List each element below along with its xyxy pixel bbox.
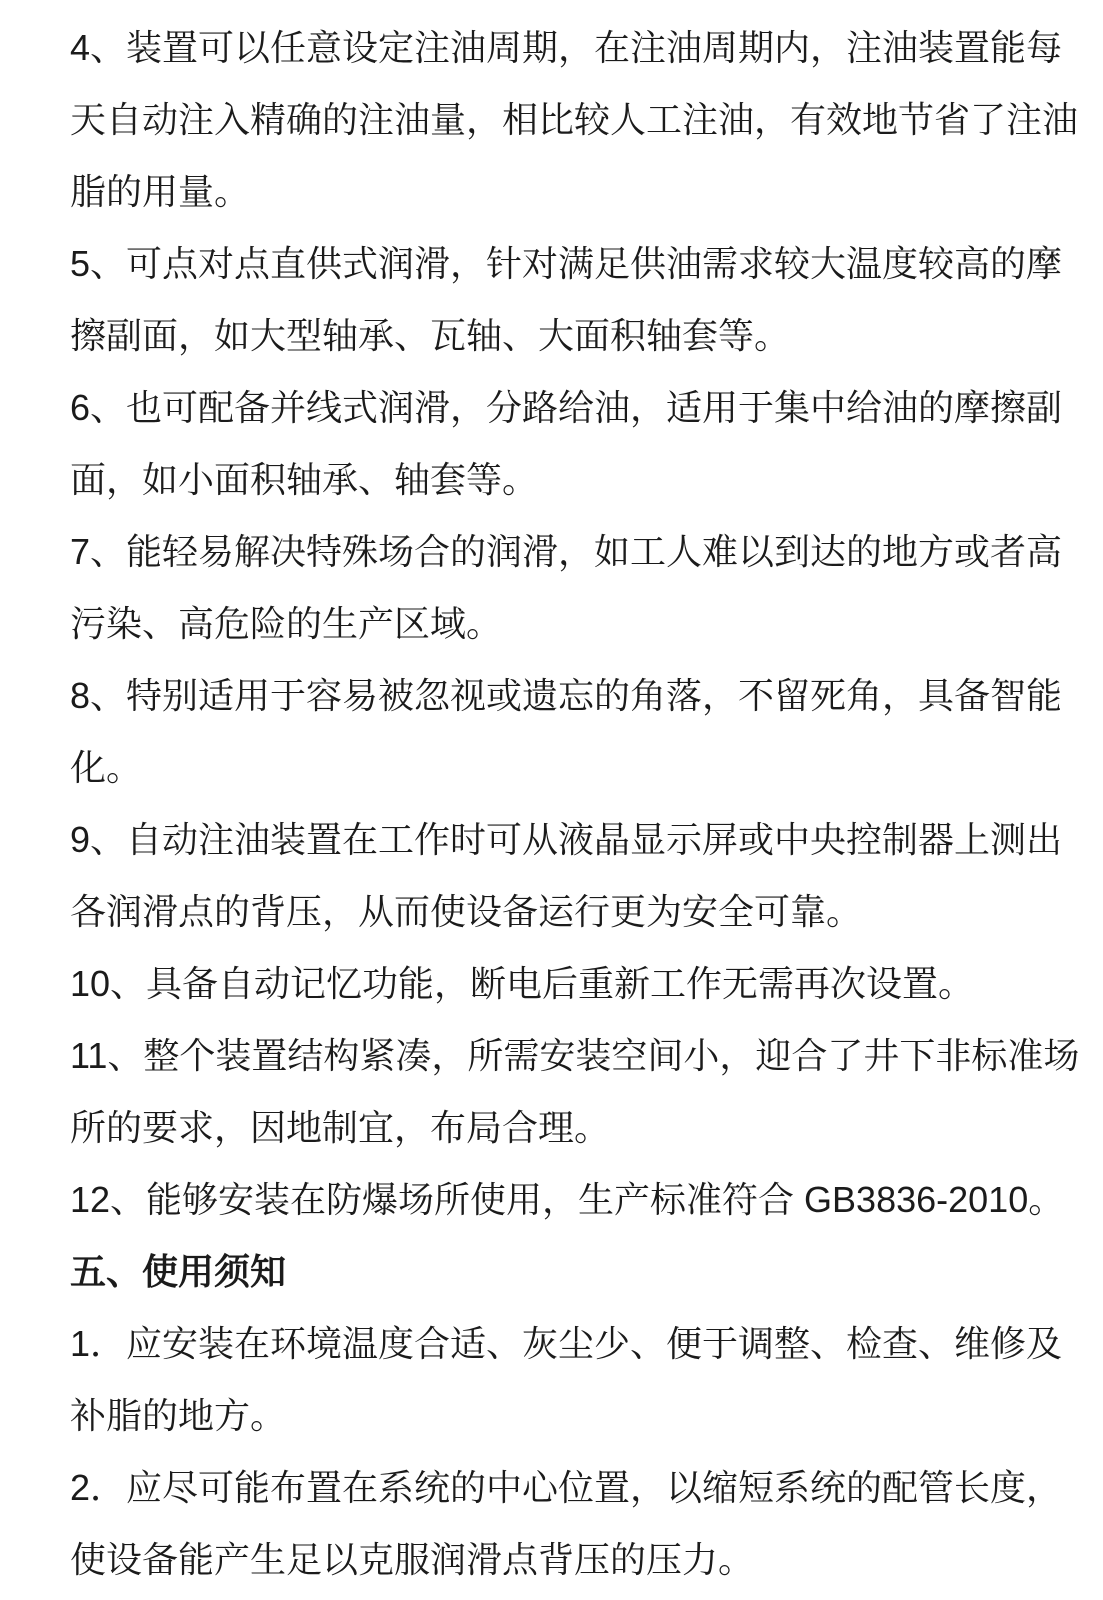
text-line: 2．应尽可能布置在系统的中心位置，以缩短系统的配管长度， <box>70 1467 1063 1508</box>
text-line: 10、具备自动记忆功能，断电后重新工作无需再次设置。 <box>70 963 975 1004</box>
text-line: 1．应安装在环境温度合适、灰尘少、便于调整、检查、维修及 <box>70 1323 1063 1364</box>
text-line: 9、自动注油装置在工作时可从液晶显示屏或中央控制器上测出 <box>70 819 1063 860</box>
text-line: 使设备能产生足以克服润滑点背压的压力。 <box>70 1539 755 1580</box>
text-line: 7、能轻易解决特殊场合的润滑，如工人难以到达的地方或者高 <box>70 531 1063 572</box>
text-line: 所的要求，因地制宜，布局合理。 <box>70 1107 611 1148</box>
text-line: 污染、高危险的生产区域。 <box>70 603 503 644</box>
section-heading: 五、使用须知 <box>70 1251 287 1292</box>
text-line: 12、能够安装在防爆场所使用，生产标准符合 GB3836-2010。 <box>70 1179 1065 1220</box>
text-line: 补脂的地方。 <box>70 1395 287 1436</box>
text-line: 脂的用量。 <box>70 171 251 212</box>
text-line: 天自动注入精确的注油量，相比较人工注油，有效地节省了注油 <box>70 99 1079 140</box>
text-line: 4、装置可以任意设定注油周期，在注油周期内，注油装置能每 <box>70 27 1063 68</box>
text-line: 各润滑点的背压，从而使设备运行更为安全可靠。 <box>70 891 863 932</box>
text-line: 8、特别适用于容易被忽视或遗忘的角落，不留死角，具备智能 <box>70 675 1063 716</box>
text-line: 擦副面，如大型轴承、瓦轴、大面积轴套等。 <box>70 315 791 356</box>
text-line: 5、可点对点直供式润滑，针对满足供油需求较大温度较高的摩 <box>70 243 1063 284</box>
text-line: 11、整个装置结构紧凑，所需安装空间小，迎合了井下非标准场 <box>70 1035 1080 1076</box>
text-line: 面，如小面积轴承、轴套等。 <box>70 459 539 500</box>
text-line: 化。 <box>70 747 143 788</box>
text-line: 6、也可配备并线式润滑，分路给油，适用于集中给油的摩擦副 <box>70 387 1063 428</box>
